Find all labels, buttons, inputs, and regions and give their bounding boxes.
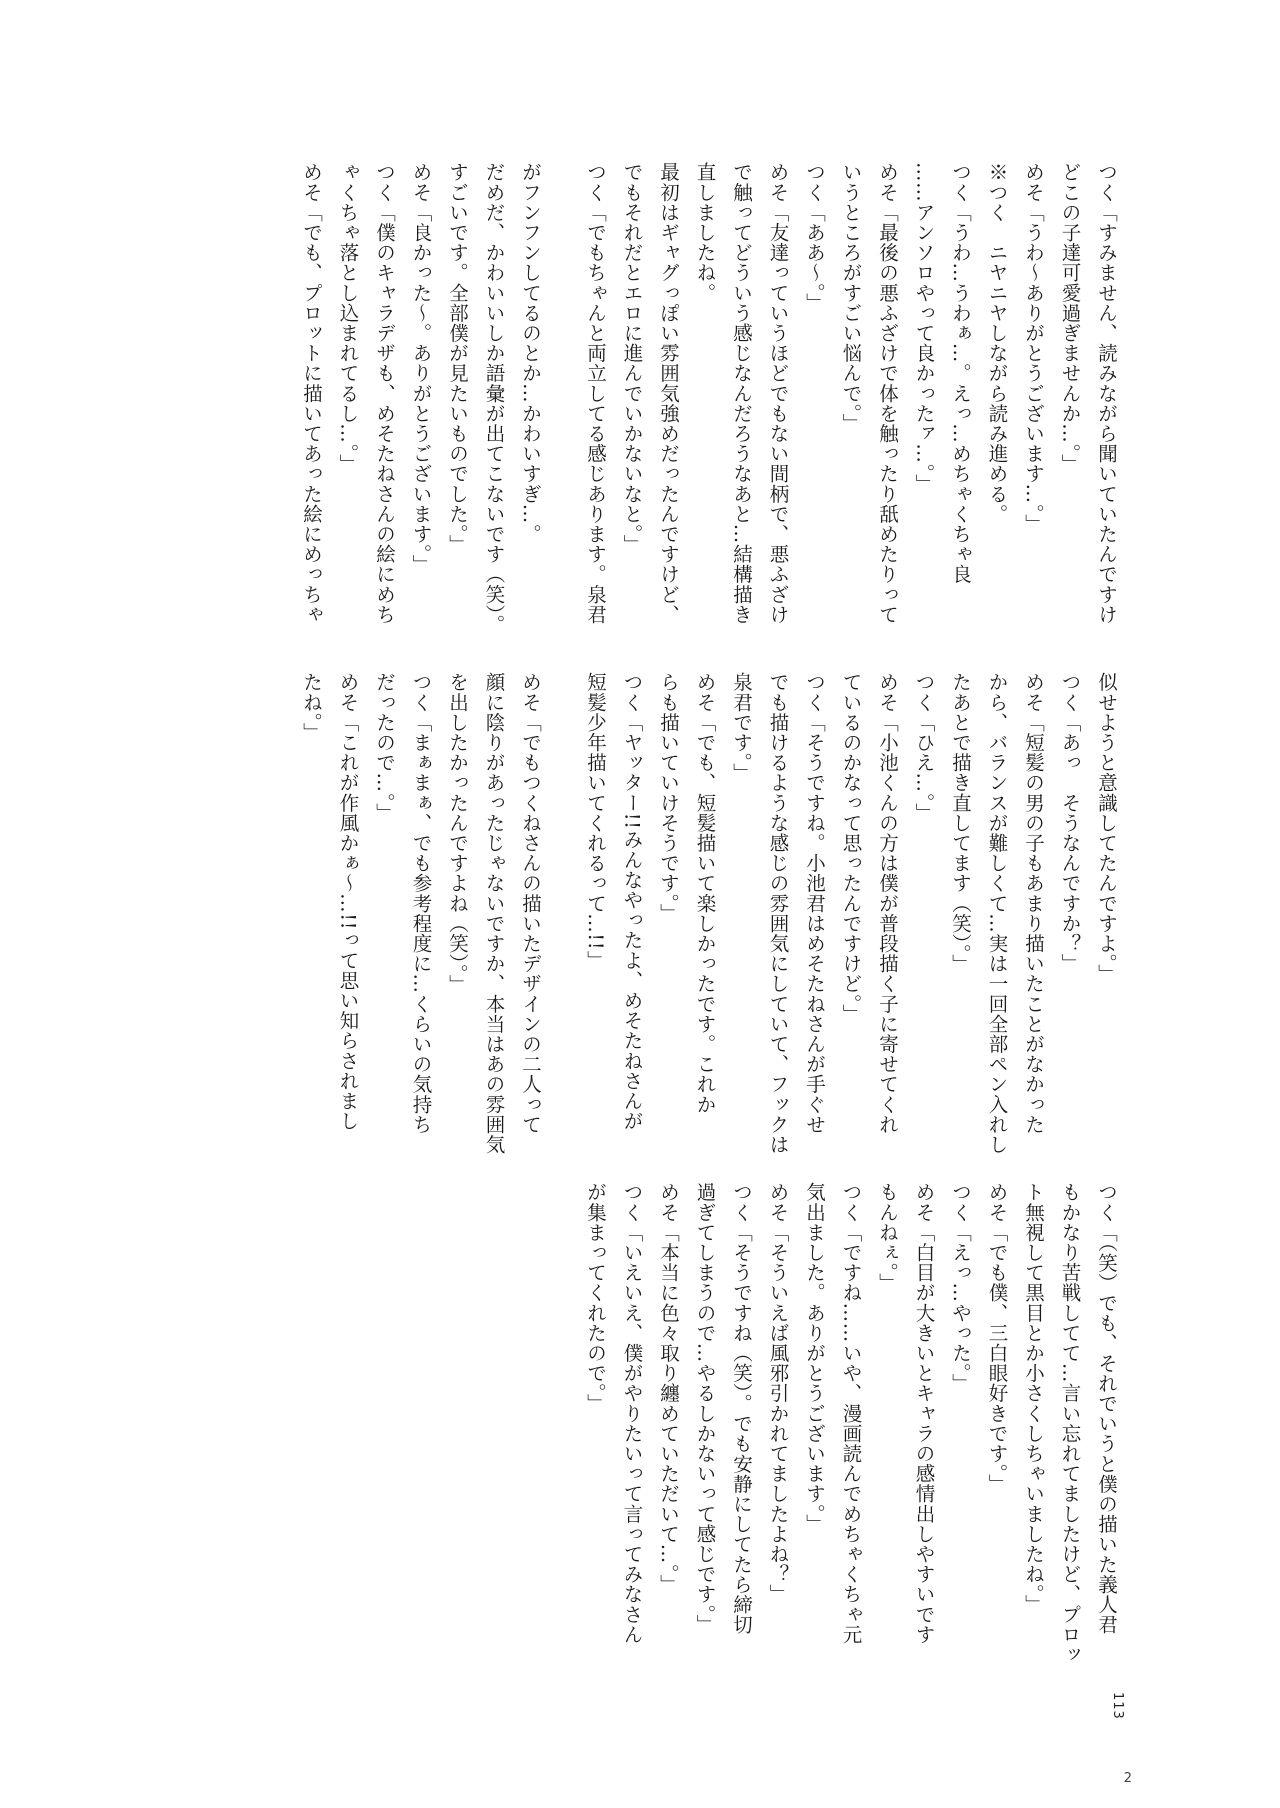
text-line: でも描けるような感じの雰囲気にしていて、フックは [766,672,790,1155]
text-line: めそ「小池くんの方は僕が普段描く子に寄せてくれ [876,672,899,1135]
text-line: めそ「でも、短髪描いて楽しかったです。これか [693,672,717,1115]
text-line: でもそれだとエロに進んでいかないなと。」 [620,162,644,555]
text-line: から、バランスが難しくて…実は一回全部ペン入れし [985,672,1009,1155]
text-line: めそ「そういえば風邪引かれてましたよね？」 [766,1182,790,1605]
text-line: ているのかなって思ったんですけど。」 [839,672,863,1025]
text-line: めそ「最後の悪ふざけで体を触ったり舐めたりって [876,162,899,625]
text-line: つく「ヤッター!!みんなやったよ、めそたねさんが [620,672,644,1132]
text-line: つく「そうですね。小池君はめそたねさんが手ぐせ [803,672,826,1135]
text-line: どこの子達可愛過ぎませんか…。」 [1058,162,1082,474]
text-line: を出したかったんですよね（笑）。」 [446,672,469,995]
text-line: つく「ひえ…。」 [912,672,936,824]
text-line: 直しましたね。 [693,162,717,303]
text-line: 気出ました。ありがとうございます。」 [803,1182,826,1535]
text-line: 顔に陰りがあったじゃないですか、本当はあの雰囲気 [482,672,506,1155]
text-line: らも描いていけそうです。」 [657,672,680,924]
text-line: めそ「友達っていうほどでもない間柄で、悪ふざけ [766,162,790,625]
text-line: すごいです。全部僕が見たいものでした。」 [446,162,469,555]
text-line: もんねぇ。」 [876,1182,899,1293]
page-marker: 2 [1123,1771,1132,1786]
text-line: ※つく ニヤニヤしながら読み進める。 [985,162,1009,524]
text-line: めそ「でも、プロットに描いてあった絵にめっちゃ [300,162,323,625]
text-line: 短髪少年描いてくれるって…!!」 [584,672,607,971]
text-line: めそ「これが作風かぁ〜…!!って思い知らされまし [336,672,360,1132]
text-line: つく「そうですね（笑）。でも安静にしてたら締切 [730,1182,753,1635]
text-line: つく「すみません、読みながら聞いていたんですけ [1095,162,1118,625]
text-line: つく「僕のキャラデザも、めそたねさんの絵にめち [373,162,396,625]
text-line: つく「あっ そうなんですか？」 [1058,672,1082,974]
text-line: がフンフンしてるのとか…かわいすぎ…。 [519,162,542,544]
text-line: もかなり苦戦してて…言い忘れてましたけど、プロッ [1058,1182,1082,1665]
text-line: たあとで描き直してます（笑）。」 [949,672,972,975]
text-line: めそ「でも僕、三白眼好きです。」 [985,1182,1009,1494]
text-line: めそ「良かった〜。ありがとうございます。」 [409,162,433,575]
text-line: めそ「うわ〜ありがとうございます…。」 [1022,162,1045,535]
text-column-top-right [564,162,1124,658]
text-line: 泉君です。」 [730,672,753,783]
text-line: つく「でもちゃんと両立してる感じあります。泉君 [584,162,607,625]
text-line: つく「いえいえ、僕がやりたいって言ってみなさん [620,1182,644,1645]
text-line: だったので…。」 [373,672,396,824]
text-line: つく「ですね……いや、漫画読んでめちゃくちゃ元 [839,1182,863,1645]
page-number: 113 [1110,1692,1125,1720]
text-column-middle-left [268,672,548,1168]
text-line: めそ「短髪の男の子もあまり描いたことがなかった [1022,672,1045,1135]
text-line: つく「（笑）でも、それでいうと僕の描いた義人君 [1095,1182,1118,1635]
text-line: めそ「本当に色々取り纏めていただいて…。」 [657,1182,680,1595]
text-line: ゃくちゃ落とし込まれてるし…。」 [336,162,360,474]
text-line: つく「うわ…うわぁ…。えっ…めちゃくちゃ良 [949,162,972,585]
text-line: 過ぎてしまうので…やるしかないって感じです。」 [693,1182,717,1635]
text-line: ト無視して黒目とか小さくしちゃいましたね。」 [1022,1182,1045,1615]
text-line: いうところがすごい悩んで。」 [839,162,863,434]
text-line: めそ「白目が大きいとキャラの感情出しやすいです [912,1182,936,1645]
text-column-middle-right [564,672,1124,1168]
text-column-top-left [268,162,548,658]
text-line: つく「えっ…やった。」 [949,1182,972,1394]
text-line: ……アンソロやって良かったァ…。」 [912,162,936,494]
text-line: めそ「でもつくねさんの描いたデザインの二人って [519,672,542,1135]
text-column-bottom [564,1182,1124,1678]
text-line: 最初はギャグっぽい雰囲気強めだったんですけど、 [657,162,680,625]
text-line: で触ってどういう感じなんだろうなあと…結構描き [730,162,753,625]
text-line: たね。」 [300,672,323,743]
text-line: が集まってくれたので。」 [584,1182,607,1414]
text-line: つく「ああ〜。」 [803,162,826,314]
text-line: つく「まぁまぁ、でも参考程度に…くらいの気持ち [409,672,433,1135]
text-line: 似せようと意識してたんですよ。」 [1095,672,1118,984]
text-line: だめだ、かわいいしか語彙が出てこないです（笑）。 [482,162,506,635]
